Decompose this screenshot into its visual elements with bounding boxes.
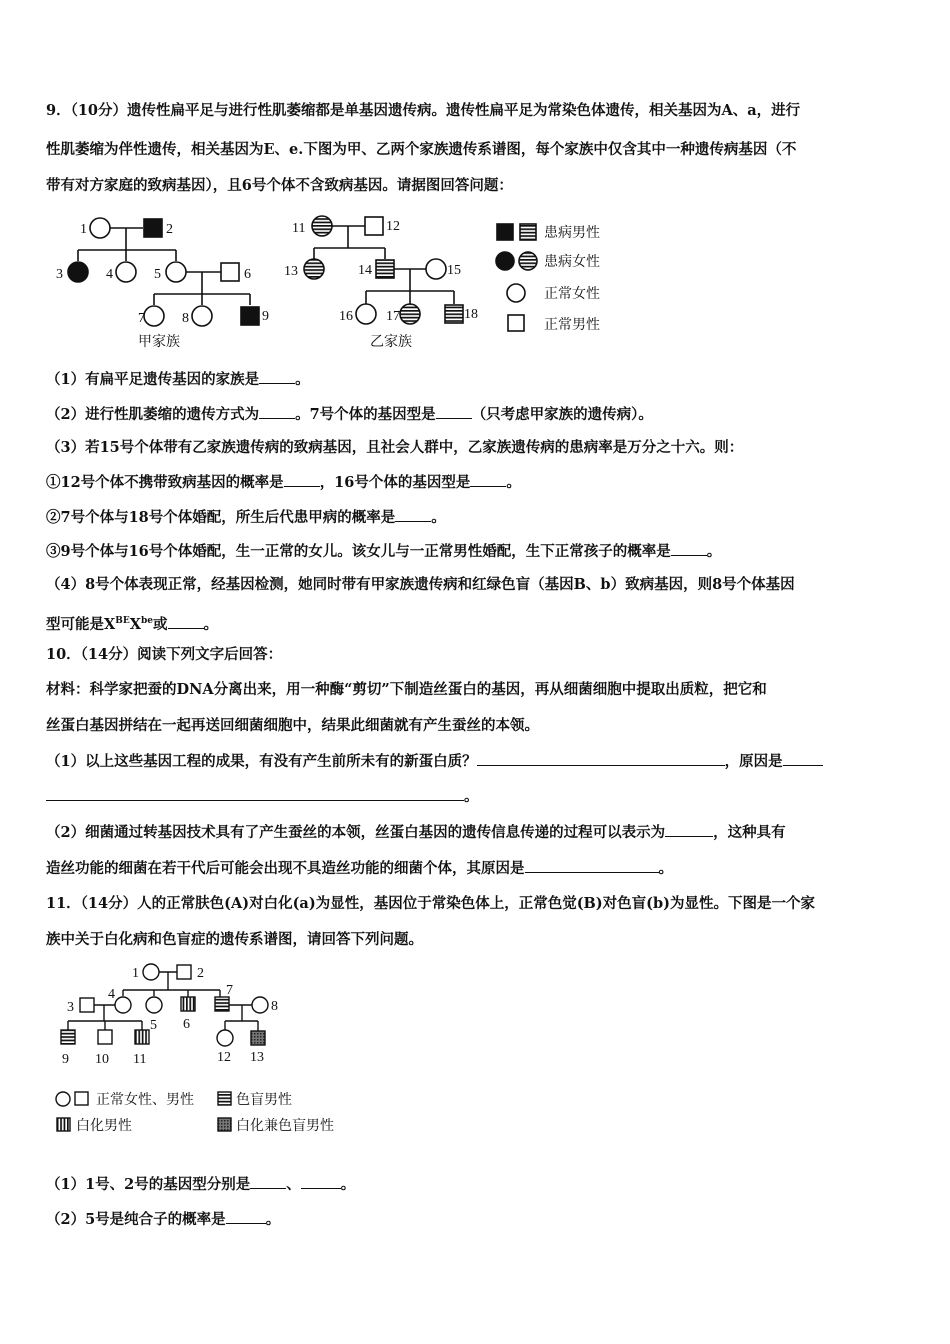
pedigree-individual-1 — [90, 218, 110, 238]
ped-label-3: 3 — [56, 267, 63, 282]
ped11-label-2: 2 — [197, 966, 204, 981]
legend-affected-male-striped-icon — [520, 224, 536, 240]
legend-albino-colorblind-male-icon — [218, 1118, 231, 1131]
legend-normal-female-icon — [56, 1092, 70, 1106]
legend-affected-female-solid-icon — [496, 252, 514, 270]
pedigree-individual-11 — [135, 1030, 149, 1044]
legend-normal-label: 正常女性、男性 — [96, 1093, 194, 1108]
pedigree-individual-6 — [221, 263, 239, 281]
ped-label-9: 9 — [262, 309, 269, 324]
pedigree-individual-12 — [217, 1030, 233, 1046]
pedigree-individual-11 — [312, 216, 332, 236]
answer-blank[interactable] — [301, 1174, 341, 1189]
ped11-label-8: 8 — [271, 999, 278, 1014]
q10-sub1-line1: （1）以上这些基因工程的成果，有没有产生前所未有的新蛋白质？ ，原因是 — [46, 751, 908, 772]
legend-albino-male-icon — [57, 1118, 70, 1131]
ped11-label-12: 12 — [217, 1050, 231, 1065]
pedigree-individual-13 — [251, 1031, 265, 1045]
q9-sub1: （1）有扁平足遗传基因的家族是 。 — [46, 371, 310, 388]
ped-label-14: 14 — [358, 263, 372, 278]
pedigree-individual-4 — [115, 997, 131, 1013]
answer-blank[interactable] — [168, 614, 204, 629]
legend-colorblind-label: 色盲男性 — [236, 1093, 292, 1108]
pedigree-individual-8 — [192, 306, 212, 326]
q9-sub3-2: ②7号个体与18号个体婚配，所生后代患甲病的概率是 。 — [46, 509, 446, 526]
pedigree-individual-3 — [68, 262, 88, 282]
answer-blank[interactable] — [259, 369, 295, 384]
answer-blank[interactable] — [46, 786, 464, 801]
q9-sub3: （3）若15号个体带有乙家族遗传病的致病基因，且社会人群中，乙家族遗传病的患病率是万分之十六。则： — [46, 439, 744, 456]
q10-sub2-line1: （2）细菌通过转基因技术具有了产生蚕丝的本领，丝蛋白基因的遗传信息传递的过程可以表示为 ，这种具有 — [46, 824, 786, 841]
pedigree-individual-12 — [365, 217, 383, 235]
legend-colorblind-male-icon — [218, 1092, 231, 1105]
ped11-label-11: 11 — [133, 1052, 147, 1067]
pedigree-individual-10 — [98, 1030, 112, 1044]
legend-normal-male-label: 正常男性 — [544, 318, 600, 333]
ped-label-18: 18 — [464, 307, 478, 322]
answer-blank[interactable] — [477, 751, 725, 766]
ped11-label-7: 7 — [226, 983, 233, 998]
pedigree-individual-7 — [144, 306, 164, 326]
ped11-label-13: 13 — [250, 1050, 264, 1065]
ped-label-11: 11 — [292, 221, 306, 236]
legend-albino-colorblind-label: 白化兼色盲男性 — [236, 1119, 334, 1134]
pedigree-individual-9 — [241, 307, 259, 325]
ped11-label-1: 1 — [132, 966, 139, 981]
q9-line1: 9．（10分）遗传性扁平足与进行性肌萎缩都是单基因遗传病。遗传性扁平足为常染色体遗传，相关基因为A、a，进行 — [46, 102, 801, 119]
ped11-label-9: 9 — [62, 1052, 69, 1067]
family-a-label: 甲家族 — [138, 335, 180, 350]
pedigree-individual-5 — [166, 262, 186, 282]
ped-label-8: 8 — [182, 311, 189, 326]
ped-label-16: 16 — [339, 309, 353, 324]
pedigree-individual-4 — [116, 262, 136, 282]
answer-blank[interactable] — [226, 1209, 266, 1224]
pedigree-individual-16 — [356, 304, 376, 324]
answer-blank[interactable] — [671, 541, 707, 556]
ped11-label-3: 3 — [67, 1000, 74, 1015]
q10-sub2-line2: 造丝功能的细菌在若干代后可能会出现不具造丝功能的细菌个体，其原因是 。 — [46, 860, 673, 877]
q9-line2: 性肌萎缩为伴性遗传，相关基因为E、e.下图为甲、乙两个家族遗传系谱图，每个家族中仅含其中一种遗传病基因（不 — [46, 141, 797, 158]
pedigree-individual-1 — [143, 964, 159, 980]
pedigree-figure-q11 — [50, 958, 360, 1140]
pedigree-figure-q9 — [50, 208, 620, 356]
pedigree-individual-5 — [146, 997, 162, 1013]
answer-blank[interactable] — [395, 507, 431, 522]
ped11-label-5: 5 — [150, 1018, 157, 1033]
ped-label-12: 12 — [386, 219, 400, 234]
pedigree-individual-6 — [181, 997, 195, 1011]
pedigree-individual-17 — [400, 304, 420, 324]
answer-blank[interactable] — [284, 472, 320, 487]
legend-normal-female-icon — [507, 284, 525, 302]
answer-blank[interactable] — [525, 858, 659, 873]
answer-blank[interactable] — [259, 404, 295, 419]
ped-label-17: 17 — [386, 309, 400, 324]
ped11-label-6: 6 — [183, 1017, 190, 1032]
answer-blank[interactable] — [436, 404, 472, 419]
pedigree-individual-8 — [252, 997, 268, 1013]
pedigree-individual-9 — [61, 1030, 75, 1044]
answer-blank[interactable] — [470, 472, 506, 487]
q11-line1: 11．（14分）人的正常肤色(A)对白化(a)为显性，基因位于常染色体上，正常色觉(B)对色盲(b)为显性。下图是一个家 — [46, 895, 816, 912]
pedigree-individual-15 — [426, 259, 446, 279]
q11-line2: 族中关于白化病和色盲症的遗传系谱图，请回答下列问题。 — [46, 931, 423, 948]
pedigree-individual-14 — [376, 260, 394, 278]
ped-label-6: 6 — [244, 267, 251, 282]
q9-sub3-3: ③9号个体与16号个体婚配，生一正常的女儿。该女儿与一正常男性婚配，生下正常孩子的概率是 。 — [46, 543, 722, 560]
family-b-label: 乙家族 — [370, 335, 412, 350]
q10-material-line1: 材料：科学家把蚕的DNA分离出来，用一种酶“剪切”下制造丝蛋白的基因，再从细菌细胞中提取出质粒，把它和 — [46, 681, 767, 698]
legend-affected-female-striped-icon — [519, 252, 537, 270]
legend-affected-male-solid-icon — [497, 224, 513, 240]
q9-line3: 带有对方家庭的致病基因），且6号个体不含致病基因。请据图回答问题： — [46, 177, 513, 194]
pedigree-individual-3 — [80, 998, 94, 1012]
ped-label-13: 13 — [284, 264, 298, 279]
ped-label-4: 4 — [106, 267, 113, 282]
ped11-label-4: 4 — [108, 987, 115, 1002]
ped-label-15: 15 — [447, 263, 461, 278]
ped-label-1: 1 — [80, 222, 87, 237]
answer-blank[interactable] — [783, 751, 823, 766]
pedigree-individual-2 — [177, 965, 191, 979]
q10-sub1-line2: 。 — [46, 786, 908, 807]
ped-label-5: 5 — [154, 267, 161, 282]
q11-sub1: （1）1号、2号的基因型分别是 、 。 — [46, 1176, 356, 1193]
pedigree-individual-13 — [304, 259, 324, 279]
pedigree-individual-2 — [144, 219, 162, 237]
legend-albino-label: 白化男性 — [76, 1119, 132, 1134]
legend-normal-male-icon — [75, 1092, 88, 1105]
legend-normal-female-label: 正常女性 — [544, 287, 600, 302]
q10-head: 10．（14分）阅读下列文字后回答： — [46, 646, 283, 663]
pedigree-individual-18 — [445, 305, 463, 323]
answer-blank[interactable] — [665, 822, 713, 837]
q10-material-line2: 丝蛋白基因拼结在一起再送回细菌细胞中，结果此细菌就有产生蚕丝的本领。 — [46, 717, 539, 734]
ped-label-7: 7 — [138, 311, 145, 326]
answer-blank[interactable] — [250, 1174, 286, 1189]
q9-sub3-1: ①12号个体不携带致病基因的概率是 ，16号个体的基因型是 。 — [46, 474, 521, 491]
legend-normal-male-icon — [508, 315, 524, 331]
q9-sub4-line2: 型可能是$X^{BE}X^{be}$或 。 — [46, 615, 219, 633]
q9-sub2: （2）进行性肌萎缩的遗传方式为 。7号个体的基因型是 （只考虑甲家族的遗传病）。 — [46, 406, 653, 423]
q9-sub4-line1: （4）8号个体表现正常，经基因检测，她同时带有甲家族遗传病和红绿色盲（基因B、b）致病基因，则8号个体基因 — [46, 576, 795, 593]
pedigree-individual-7 — [215, 997, 229, 1011]
q11-sub2: （2）5号是纯合子的概率是 。 — [46, 1211, 281, 1228]
ped-label-2: 2 — [166, 222, 173, 237]
ped11-label-10: 10 — [95, 1052, 109, 1067]
legend-affected-female-label: 患病女性 — [544, 255, 600, 270]
legend-affected-male-label: 患病男性 — [544, 226, 600, 241]
